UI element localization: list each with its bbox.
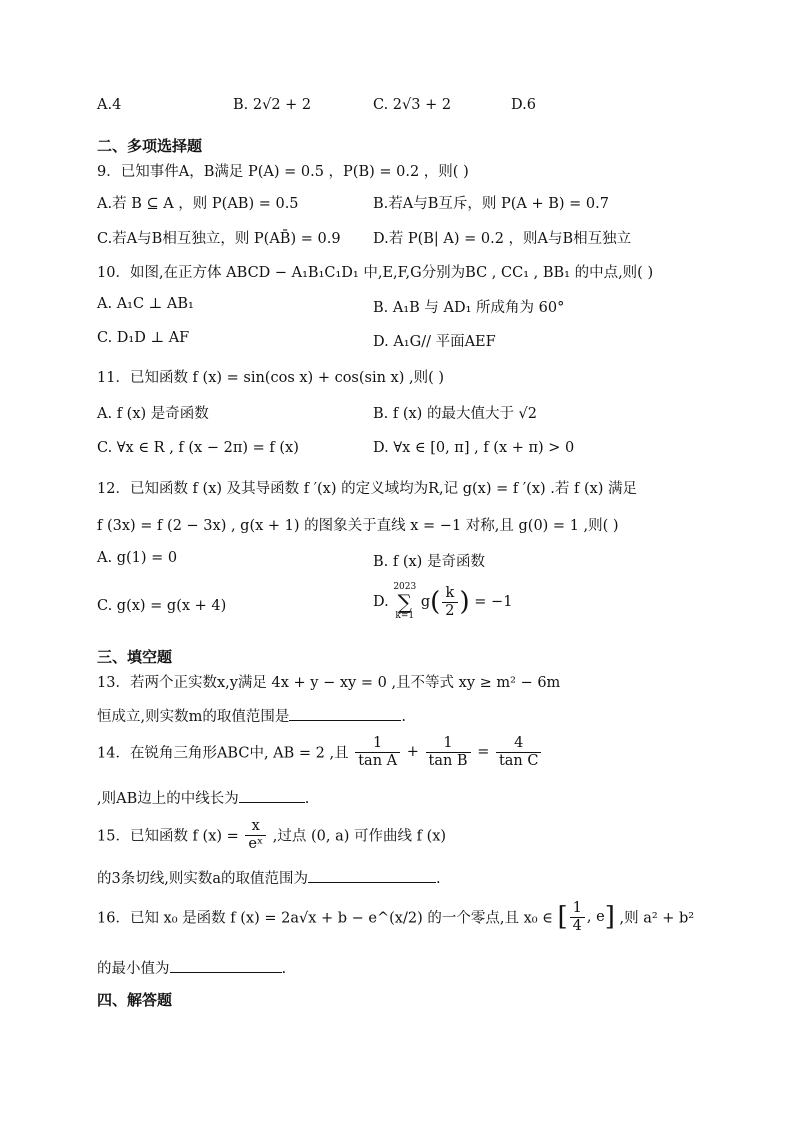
option-8c: C. 2√3 + 2 xyxy=(373,97,452,113)
question-12-stem-line-2: f (3x) = f (2 − 3x) , g(x + 1) 的图象关于直线 x = −1 对称,且 g(0) = 1 ,则( ) xyxy=(97,518,619,534)
question-12-option-b: B. f (x) 是奇函数 xyxy=(373,554,485,570)
question-10-stem: 10．如图,在正方体 ABCD − A₁B₁C₁D₁ 中,E,F,G分别为BC , CC₁ , BB₁ 的中点,则( ) xyxy=(97,265,654,281)
question-15-line-1: 15．已知函数 f (x) = $\frac{x}{\text{eˣ}}$ ,过点 (0, a) 可作曲线 f (x) xyxy=(97,818,447,852)
answer-blank-15[interactable] xyxy=(308,868,436,883)
question-12-stem-line-1: 12．已知函数 f (x) 及其导函数 f ′(x) 的定义域均为R,记 g(x) = f ′(x) .若 f (x) 满足 xyxy=(97,481,638,497)
option-8b: B. 2√2 + 2 xyxy=(233,97,312,113)
section-heading-fill: 三、填空题 xyxy=(97,648,173,666)
option-8d: D.6 xyxy=(511,97,536,113)
question-16-line-2: 的最小值为 . xyxy=(97,957,717,978)
question-12-option-a: A. g(1) = 0 xyxy=(97,550,178,566)
question-10-option-d: D. A₁G// 平面AEF xyxy=(373,334,496,350)
question-10-option-a: A. A₁C ⊥ AB₁ xyxy=(97,296,194,312)
question-9-option-a: A.若 B ⊆ A ，则 P(AB) = 0.5 xyxy=(97,196,299,212)
question-13-line-1: 13．若两个正实数x,y满足 4x + y − xy = 0 ,且不等式 xy ≥ m² − 6m xyxy=(97,675,561,691)
question-11-option-c: C. ∀x ∈ R , f (x − 2π) = f (x) xyxy=(97,440,299,456)
question-14-line-1: 14．在锐角三角形ABC中, AB = 2 ,且 $\frac{1}{\text{tan A}}$ + $\frac{1}{\text{tan B}}$ = $\frac{4}{\text{tan C}}$ xyxy=(97,735,717,769)
question-11-option-a: A. f (x) 是奇函数 xyxy=(97,406,209,422)
option-8a: A.4 xyxy=(97,97,122,113)
answer-blank-16[interactable] xyxy=(170,958,282,973)
question-11-option-b: B. f (x) 的最大值大于 √2 xyxy=(373,406,538,422)
question-9-option-d: D.若 P(B| A) = 0.2 ，则A与B相互独立 xyxy=(373,231,632,247)
question-15-line-2: 的3条切线,则实数a的取值范围为 . xyxy=(97,867,717,888)
answer-blank-14[interactable] xyxy=(239,788,305,803)
question-12-option-d: D. 2023 ∑ k=1 g( $\frac{k}{2}$ ) = −1 xyxy=(373,582,513,621)
question-13-line-2: 恒成立,则实数m的取值范围是 . xyxy=(97,705,717,726)
question-9-stem: 9．已知事件A，B满足 P(A) = 0.5 ，P(B) = 0.2 ，则( ) xyxy=(97,164,469,180)
question-16-line-1: 16．已知 x₀ 是函数 f (x) = 2a√x + b − e^(x/2) 的一个零点,且 x₀ ∈ [ $\frac{1}{4}$ , e] ,则 a² + b² xyxy=(97,900,695,934)
question-10-option-b: B. A₁B 与 AD₁ 所成角为 60° xyxy=(373,300,565,316)
section-heading-answer: 四、解答题 xyxy=(97,991,173,1009)
question-11-stem: 11．已知函数 f (x) = sin(cos x) + cos(sin x) ,则( ) xyxy=(97,370,445,386)
question-10-option-c: C. D₁D ⊥ AF xyxy=(97,330,190,346)
answer-blank-13[interactable] xyxy=(289,706,401,721)
question-11-option-d: D. ∀x ∈ [0, π] , f (x + π) > 0 xyxy=(373,440,575,456)
question-14-line-2: ,则AB边上的中线长为 . xyxy=(97,787,717,808)
question-12-option-c: C. g(x) = g(x + 4) xyxy=(97,598,227,614)
section-heading-multi: 二、多项选择题 xyxy=(97,137,203,155)
question-9-option-b: B.若A与B互斥，则 P(A + B) = 0.7 xyxy=(373,196,609,212)
question-9-option-c: C.若A与B相互独立，则 P(AB̄) = 0.9 xyxy=(97,231,341,247)
summation-symbol: 2023 ∑ k=1 xyxy=(393,582,417,621)
